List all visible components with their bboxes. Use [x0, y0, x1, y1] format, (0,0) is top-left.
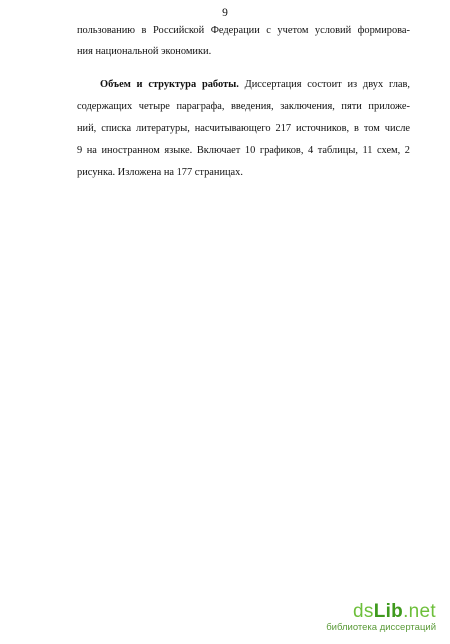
paragraph-1-line-2: ния национальной экономики.	[77, 46, 212, 57]
paragraph-2-line-4: 9 на иностранном языке. Включает 10 графиков, 4 таблицы, 11 схем, 2	[77, 145, 410, 156]
paragraph-2-line-1	[100, 78, 410, 92]
paragraph-2-line-1-text: Диссертация состоит из двух глав,	[244, 79, 410, 90]
section-heading: Объем и структура работы.	[100, 79, 239, 90]
paragraph-2-line-3: ний, списка литературы, насчитывающего 217 источников, в том числе	[77, 123, 410, 134]
dslib-subtitle: библиотека диссертаций	[326, 622, 436, 633]
dslib-logo: dsLib.net	[353, 601, 436, 622]
paragraph-2-line-2: содержащих четыре параграфа, введения, заключения, пяти приложе-	[77, 101, 410, 112]
page-number: 9	[222, 7, 228, 19]
paragraph-1-line-1: пользованию в Российской Федерации с учетом условий формирова-	[77, 25, 410, 36]
dslib-watermark	[326, 602, 436, 638]
paragraph-2-line-5: рисунка. Изложена на 177 страницах.	[77, 167, 243, 178]
